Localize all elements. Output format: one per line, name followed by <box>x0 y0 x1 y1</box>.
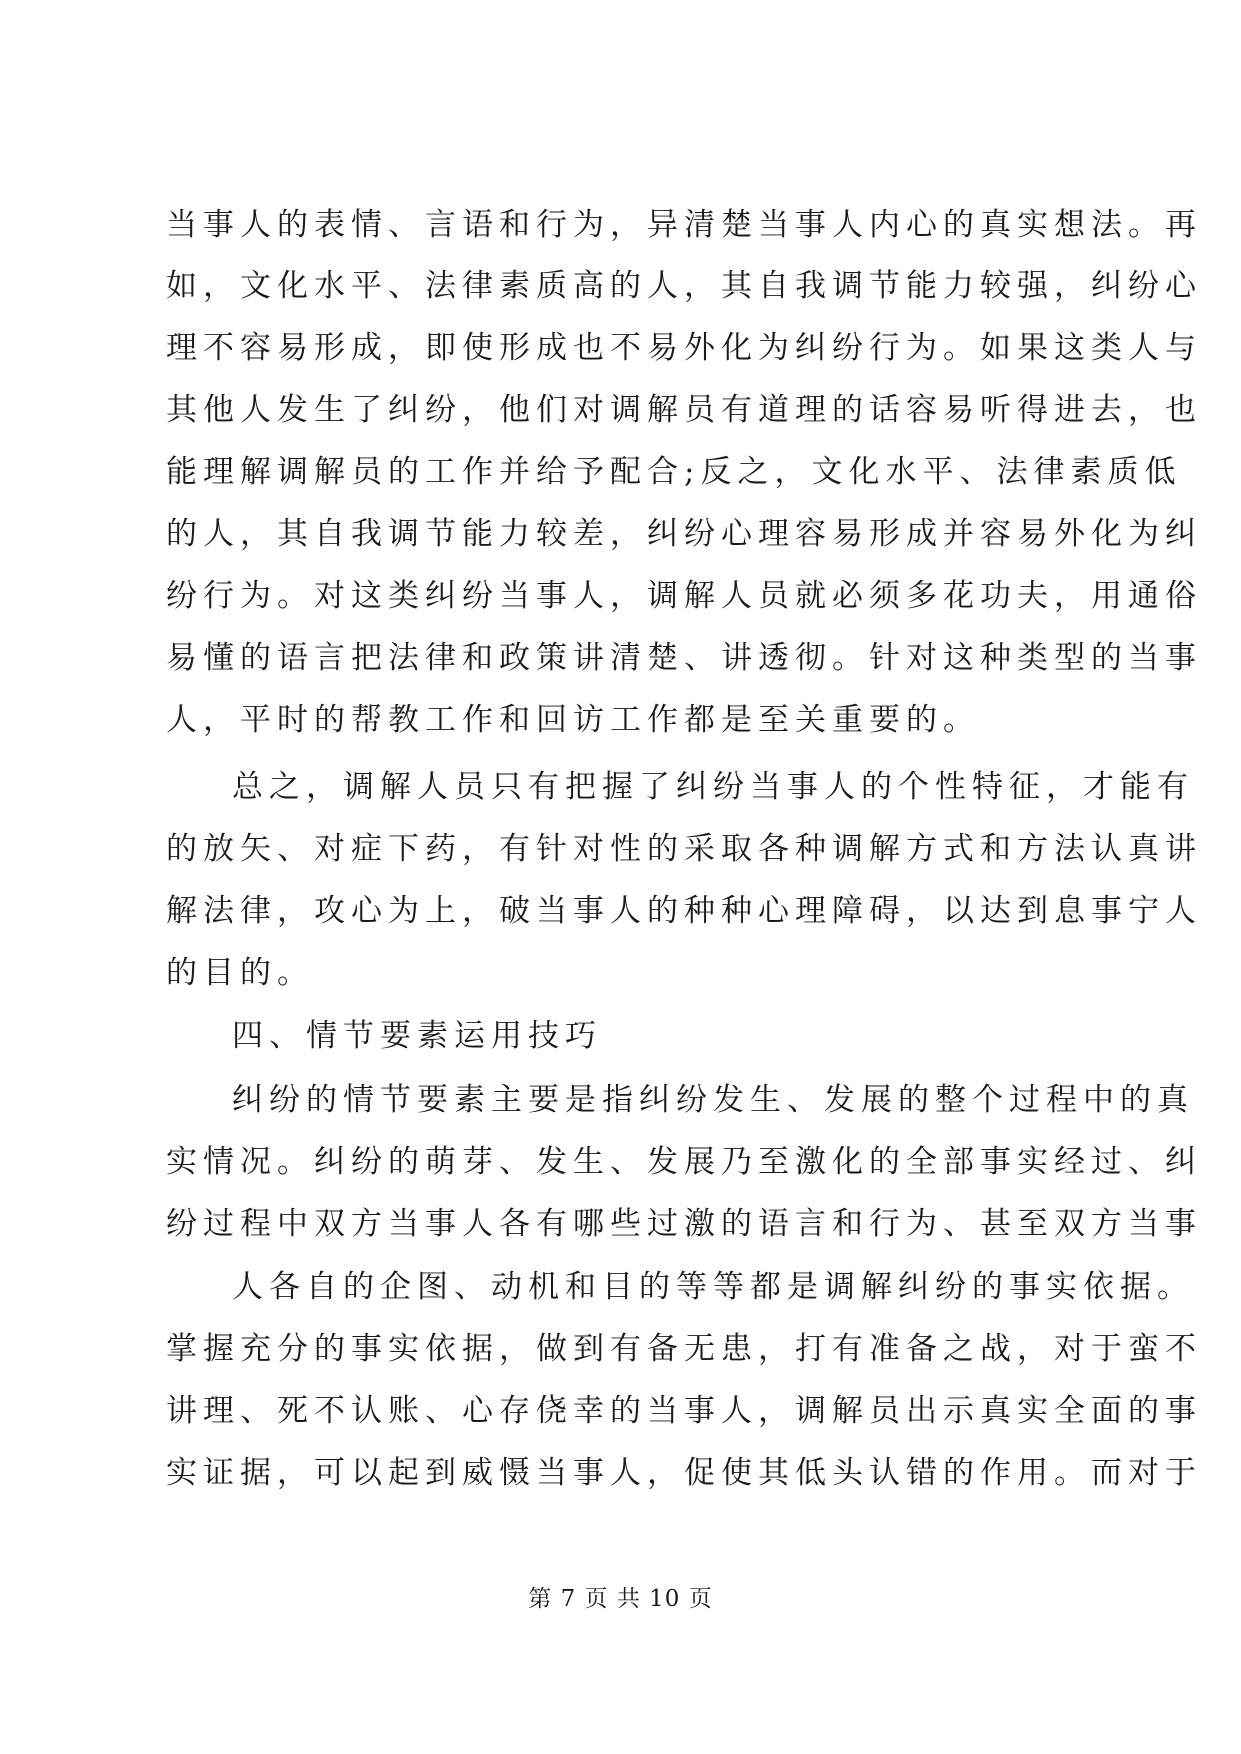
text-line: 理不容易形成，即使形成也不易外化为纠纷行为。如果这类人与 <box>166 330 1202 366</box>
paragraph-first-line: 纠纷的情节要素主要是指纠纷发生、发展的整个过程中的真 <box>232 1082 1194 1118</box>
text-line: 纷行为。对这类纠纷当事人，调解人员就必须多花功夫，用通俗 <box>166 578 1202 614</box>
section-heading: 四、情节要素运用技巧 <box>232 1018 602 1054</box>
text-line: 当事人的表情、言语和行为，异清楚当事人内心的真实想法。再 <box>166 207 1202 243</box>
text-line: 的人，其自我调节能力较差，纠纷心理容易形成并容易外化为纠 <box>166 516 1202 552</box>
text-line: 纷过程中双方当事人各有哪些过激的语言和行为、甚至双方当事 <box>166 1206 1202 1242</box>
text-line: 掌握充分的事实依据，做到有备无患，打有准备之战，对于蛮不 <box>166 1331 1202 1367</box>
text-line: 实情况。纠纷的萌芽、发生、发展乃至激化的全部事实经过、纠 <box>166 1144 1202 1180</box>
text-line: 易懂的语言把法律和政策讲清楚、讲透彻。针对这种类型的当事 <box>166 640 1202 676</box>
text-line: 其他人发生了纠纷，他们对调解员有道理的话容易听得进去，也 <box>166 392 1202 428</box>
text-line: 讲理、死不认账、心存侥幸的当事人，调解员出示真实全面的事 <box>166 1393 1202 1429</box>
text-line: 的目的。 <box>166 955 314 991</box>
page-number-footer: 第 7 页 共 10 页 <box>528 1586 713 1612</box>
text-line: 能理解调解员的工作并给予配合;反之，文化水平、法律素质低 <box>166 454 1182 490</box>
text-line: 的放矢、对症下药，有针对性的采取各种调解方式和方法认真讲 <box>166 831 1202 867</box>
text-line: 解法律，攻心为上，破当事人的种种心理障碍，以达到息事宁人 <box>166 893 1202 929</box>
text-line: 实证据，可以起到威慑当事人，促使其低头认错的作用。而对于 <box>166 1455 1202 1491</box>
paragraph-first-line: 总之，调解人员只有把握了纠纷当事人的个性特征，才能有 <box>232 769 1194 805</box>
text-line: 人，平时的帮教工作和回访工作都是至关重要的。 <box>166 702 980 738</box>
paragraph-first-line: 人各自的企图、动机和目的等等都是调解纠纷的事实依据。 <box>232 1269 1194 1305</box>
text-line: 如，文化水平、法律素质高的人，其自我调节能力较强，纠纷心 <box>166 268 1202 304</box>
